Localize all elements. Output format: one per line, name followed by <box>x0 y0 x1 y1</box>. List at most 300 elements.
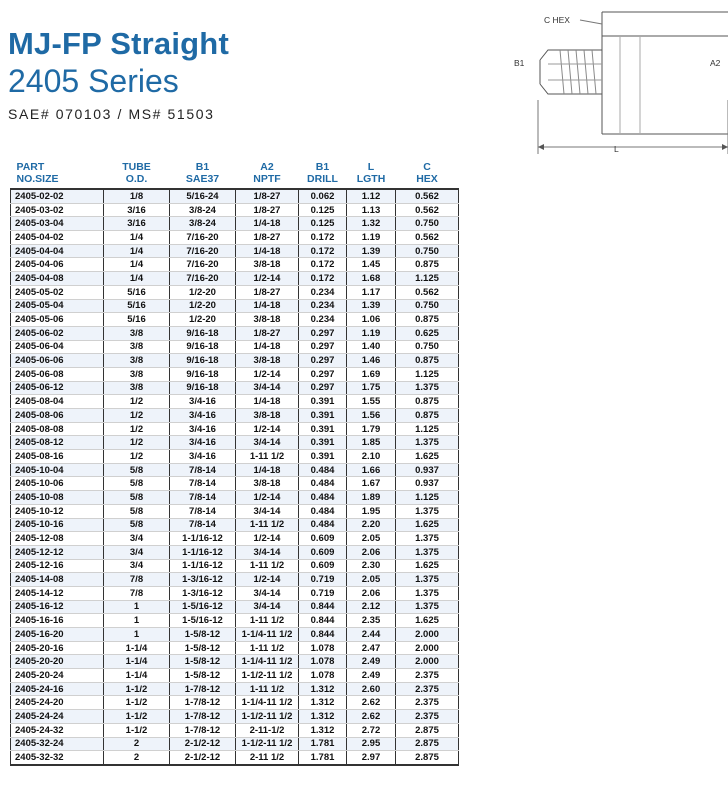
table-cell: 0.297 <box>299 326 347 340</box>
table-cell: 1-1/16-12 <box>170 532 236 546</box>
table-cell: 2405-10-16 <box>11 518 104 532</box>
table-cell: 2.375 <box>396 669 459 683</box>
table-cell: 2405-08-16 <box>11 450 104 464</box>
table-cell: 1-7/8-12 <box>170 710 236 724</box>
column-header-line: NO.SIZE <box>16 173 59 185</box>
table-cell: 2.97 <box>347 751 396 765</box>
table-cell: 2405-10-12 <box>11 504 104 518</box>
table-cell: 1-7/8-12 <box>170 723 236 737</box>
table-cell: 1/4-18 <box>236 340 299 354</box>
table-cell: 1-1/4 <box>104 669 170 683</box>
table-cell: 7/16-20 <box>170 231 236 245</box>
table-row <box>11 395 459 409</box>
table-cell: 0.484 <box>299 518 347 532</box>
table-cell: 0.625 <box>396 326 459 340</box>
table-cell: 1/2 <box>104 450 170 464</box>
table-cell: 0.875 <box>396 395 459 409</box>
table-cell: 1/2 <box>104 422 170 436</box>
table-cell: 1 <box>104 628 170 642</box>
table-cell: 7/8 <box>104 573 170 587</box>
table-cell: 2.06 <box>347 545 396 559</box>
column-header <box>347 161 396 189</box>
table-cell: 0.719 <box>299 573 347 587</box>
table-cell: 2405-24-32 <box>11 723 104 737</box>
table-cell: 1.375 <box>396 545 459 559</box>
table-cell: 7/8-14 <box>170 491 236 505</box>
table-cell: 2405-03-04 <box>11 217 104 231</box>
table-cell: 2405-16-12 <box>11 600 104 614</box>
table-cell: 2405-24-16 <box>11 682 104 696</box>
table-cell: 2.10 <box>347 450 396 464</box>
spec-table-header <box>11 161 459 189</box>
table-cell: 1 <box>104 614 170 628</box>
table-row <box>11 231 459 245</box>
table-cell: 5/16 <box>104 299 170 313</box>
table-cell: 2405-20-20 <box>11 655 104 669</box>
table-cell: 1.17 <box>347 285 396 299</box>
table-cell: 1/8-27 <box>236 326 299 340</box>
table-cell: 3/4-14 <box>236 381 299 395</box>
table-cell: 2405-10-06 <box>11 477 104 491</box>
table-cell: 9/16-18 <box>170 326 236 340</box>
table-cell: 0.391 <box>299 436 347 450</box>
table-cell: 2 <box>104 737 170 751</box>
table-cell: 1.781 <box>299 737 347 751</box>
table-cell: 0.484 <box>299 477 347 491</box>
table-cell: 1/2 <box>104 395 170 409</box>
table-cell: 0.562 <box>396 231 459 245</box>
table-cell: 5/16 <box>104 313 170 327</box>
table-row <box>11 436 459 450</box>
table-cell: 2405-03-02 <box>11 203 104 217</box>
table-row <box>11 504 459 518</box>
table-cell: 1-1/2-11 1/2 <box>236 737 299 751</box>
table-cell: 1/2-14 <box>236 272 299 286</box>
table-row <box>11 285 459 299</box>
table-cell: 5/16 <box>104 285 170 299</box>
table-cell: 0.297 <box>299 381 347 395</box>
table-cell: 1.66 <box>347 463 396 477</box>
table-cell: 0.875 <box>396 354 459 368</box>
table-row <box>11 532 459 546</box>
table-row <box>11 258 459 272</box>
table-row <box>11 203 459 217</box>
table-cell: 1-1/2 <box>104 682 170 696</box>
column-header-line: A2 <box>260 161 274 173</box>
table-cell: 1-1/4 <box>104 641 170 655</box>
table-cell: 1.19 <box>347 231 396 245</box>
table-cell: 1-1/2-11 1/2 <box>236 710 299 724</box>
table-cell: 1-1/2 <box>104 710 170 724</box>
table-cell: 0.172 <box>299 272 347 286</box>
table-cell: 9/16-18 <box>170 367 236 381</box>
table-cell: 3/8 <box>104 340 170 354</box>
table-cell: 3/4-14 <box>236 586 299 600</box>
table-cell: 2405-14-08 <box>11 573 104 587</box>
b1-label: B1 <box>514 58 525 68</box>
table-cell: 1-1/2 <box>104 723 170 737</box>
column-header-line: LGTH <box>356 173 386 185</box>
table-cell: 1.69 <box>347 367 396 381</box>
table-cell: 2.000 <box>396 628 459 642</box>
table-cell: 1.46 <box>347 354 396 368</box>
table-cell: 1.625 <box>396 559 459 573</box>
column-header-line: TUBE <box>122 161 151 173</box>
column-header-line: O.D. <box>125 173 148 185</box>
column-header <box>396 161 459 189</box>
table-cell: 1-5/8-12 <box>170 628 236 642</box>
table-row <box>11 696 459 710</box>
table-cell: 1.375 <box>396 436 459 450</box>
table-row <box>11 313 459 327</box>
table-cell: 2.95 <box>347 737 396 751</box>
table-cell: 2405-24-24 <box>11 710 104 724</box>
table-cell: 0.391 <box>299 409 347 423</box>
table-cell: 3/4-14 <box>236 436 299 450</box>
table-cell: 1.56 <box>347 409 396 423</box>
table-row <box>11 600 459 614</box>
table-cell: 2405-24-20 <box>11 696 104 710</box>
table-cell: 0.391 <box>299 450 347 464</box>
table-cell: 1.125 <box>396 491 459 505</box>
table-row <box>11 422 459 436</box>
table-row <box>11 189 459 203</box>
table-row <box>11 751 459 765</box>
table-cell: 2405-04-06 <box>11 258 104 272</box>
table-row <box>11 354 459 368</box>
table-cell: 2405-10-08 <box>11 491 104 505</box>
table-cell: 3/8-18 <box>236 477 299 491</box>
table-cell: 2405-06-06 <box>11 354 104 368</box>
column-header-line: L <box>367 161 375 173</box>
table-cell: 0.297 <box>299 354 347 368</box>
table-cell: 0.234 <box>299 285 347 299</box>
table-cell: 0.125 <box>299 217 347 231</box>
table-cell: 1.40 <box>347 340 396 354</box>
table-cell: 5/8 <box>104 491 170 505</box>
table-cell: 2.875 <box>396 737 459 751</box>
table-cell: 1-7/8-12 <box>170 696 236 710</box>
table-row <box>11 326 459 340</box>
table-cell: 3/4-16 <box>170 436 236 450</box>
table-cell: 1-1/2-11 1/2 <box>236 669 299 683</box>
table-cell: 2.05 <box>347 532 396 546</box>
table-cell: 7/8-14 <box>170 477 236 491</box>
table-cell: 0.609 <box>299 532 347 546</box>
table-cell: 1/4 <box>104 231 170 245</box>
table-row <box>11 559 459 573</box>
column-header <box>11 161 104 189</box>
table-cell: 3/8-18 <box>236 313 299 327</box>
table-cell: 3/4-16 <box>170 395 236 409</box>
table-cell: 7/16-20 <box>170 258 236 272</box>
table-cell: 1/8-27 <box>236 189 299 203</box>
table-row <box>11 340 459 354</box>
table-cell: 1-1/16-12 <box>170 559 236 573</box>
table-cell: 2405-06-04 <box>11 340 104 354</box>
table-cell: 1/2-20 <box>170 313 236 327</box>
table-row <box>11 299 459 313</box>
table-cell: 0.172 <box>299 244 347 258</box>
table-cell: 2-1/2-12 <box>170 737 236 751</box>
column-header-line: B1 <box>195 161 210 173</box>
table-cell: 1.85 <box>347 436 396 450</box>
table-cell: 7/8-14 <box>170 518 236 532</box>
table-cell: 2.20 <box>347 518 396 532</box>
table-cell: 0.484 <box>299 463 347 477</box>
table-row <box>11 272 459 286</box>
table-cell: 2.49 <box>347 655 396 669</box>
table-cell: 7/16-20 <box>170 272 236 286</box>
table-cell: 2405-06-08 <box>11 367 104 381</box>
table-row <box>11 669 459 683</box>
table-row <box>11 710 459 724</box>
table-cell: 3/8-18 <box>236 258 299 272</box>
table-cell: 1/2-14 <box>236 532 299 546</box>
table-cell: 1.45 <box>347 258 396 272</box>
table-cell: 1.781 <box>299 751 347 765</box>
table-cell: 2405-08-12 <box>11 436 104 450</box>
table-cell: 2405-05-02 <box>11 285 104 299</box>
table-cell: 1/4-18 <box>236 395 299 409</box>
table-cell: 1.06 <box>347 313 396 327</box>
table-cell: 1.125 <box>396 367 459 381</box>
table-cell: 2405-16-16 <box>11 614 104 628</box>
table-cell: 2405-08-04 <box>11 395 104 409</box>
table-row <box>11 737 459 751</box>
table-cell: 2.875 <box>396 751 459 765</box>
column-header <box>299 161 347 189</box>
table-cell: 1-7/8-12 <box>170 682 236 696</box>
table-cell: 1.625 <box>396 518 459 532</box>
table-cell: 2405-16-20 <box>11 628 104 642</box>
table-cell: 0.609 <box>299 559 347 573</box>
column-header <box>170 161 236 189</box>
table-cell: 2.72 <box>347 723 396 737</box>
table-cell: 1-1/16-12 <box>170 545 236 559</box>
table-cell: 2405-20-16 <box>11 641 104 655</box>
table-cell: 1/4-18 <box>236 217 299 231</box>
table-cell: 1/8-27 <box>236 203 299 217</box>
table-cell: 1-1/4-11 1/2 <box>236 696 299 710</box>
table-cell: 0.562 <box>396 189 459 203</box>
table-cell: 2.375 <box>396 682 459 696</box>
table-cell: 2405-08-06 <box>11 409 104 423</box>
table-cell: 7/8 <box>104 586 170 600</box>
table-cell: 1/4 <box>104 258 170 272</box>
table-cell: 0.719 <box>299 586 347 600</box>
table-cell: 1-11 1/2 <box>236 614 299 628</box>
table-cell: 2.06 <box>347 586 396 600</box>
table-cell: 5/8 <box>104 463 170 477</box>
table-cell: 1/2-14 <box>236 573 299 587</box>
table-cell: 1-3/16-12 <box>170 586 236 600</box>
table-cell: 1/8-27 <box>236 285 299 299</box>
table-cell: 1.89 <box>347 491 396 505</box>
table-cell: 1-1/4 <box>104 655 170 669</box>
table-cell: 2.44 <box>347 628 396 642</box>
table-cell: 1.625 <box>396 614 459 628</box>
table-cell: 3/4-16 <box>170 422 236 436</box>
table-row <box>11 655 459 669</box>
table-cell: 1/2-20 <box>170 285 236 299</box>
table-cell: 0.484 <box>299 504 347 518</box>
table-cell: 1/4 <box>104 272 170 286</box>
table-cell: 5/8 <box>104 477 170 491</box>
table-cell: 5/16-24 <box>170 189 236 203</box>
column-header-line: NPTF <box>253 173 281 185</box>
sae-ms-numbers: SAE# 070103 / MS# 51503 <box>8 106 215 122</box>
table-cell: 1.375 <box>396 532 459 546</box>
table-cell: 1.39 <box>347 244 396 258</box>
table-cell: 1.312 <box>299 696 347 710</box>
table-cell: 3/8-18 <box>236 409 299 423</box>
table-cell: 1.19 <box>347 326 396 340</box>
table-cell: 1/8-27 <box>236 231 299 245</box>
table-cell: 1.625 <box>396 450 459 464</box>
series-subtitle: 2405 Series <box>8 63 179 99</box>
table-cell: 9/16-18 <box>170 340 236 354</box>
table-cell: 0.234 <box>299 313 347 327</box>
table-cell: 3/4-14 <box>236 504 299 518</box>
table-cell: 3/8-24 <box>170 217 236 231</box>
table-row <box>11 614 459 628</box>
c-hex-label: C HEX <box>544 15 570 25</box>
table-cell: 2405-04-02 <box>11 231 104 245</box>
spec-table-body <box>11 189 459 765</box>
table-cell: 5/8 <box>104 518 170 532</box>
table-cell: 2.62 <box>347 696 396 710</box>
table-cell: 3/4 <box>104 532 170 546</box>
table-cell: 1.312 <box>299 682 347 696</box>
table-cell: 1.078 <box>299 641 347 655</box>
table-row <box>11 367 459 381</box>
table-cell: 9/16-18 <box>170 354 236 368</box>
table-cell: 2405-32-24 <box>11 737 104 751</box>
table-cell: 1-1/4-11 1/2 <box>236 655 299 669</box>
column-header-line: B1 <box>315 161 330 173</box>
table-cell: 3/8 <box>104 367 170 381</box>
table-cell: 1 <box>104 600 170 614</box>
table-cell: 2405-02-02 <box>11 189 104 203</box>
table-cell: 2405-05-04 <box>11 299 104 313</box>
table-cell: 0.297 <box>299 340 347 354</box>
table-cell: 1.312 <box>299 710 347 724</box>
table-cell: 7/8-14 <box>170 504 236 518</box>
table-cell: 2.375 <box>396 696 459 710</box>
table-cell: 2405-06-12 <box>11 381 104 395</box>
table-cell: 2 <box>104 751 170 765</box>
table-cell: 1-11 1/2 <box>236 682 299 696</box>
table-cell: 2.05 <box>347 573 396 587</box>
table-cell: 1.375 <box>396 381 459 395</box>
table-row <box>11 477 459 491</box>
table-cell: 1/4-18 <box>236 299 299 313</box>
table-cell: 0.562 <box>396 285 459 299</box>
table-cell: 0.484 <box>299 491 347 505</box>
table-cell: 1-11 1/2 <box>236 450 299 464</box>
header-row <box>11 161 459 189</box>
table-cell: 3/4-14 <box>236 545 299 559</box>
l-label: L <box>614 144 619 154</box>
table-cell: 3/8 <box>104 354 170 368</box>
spec-table <box>10 161 459 766</box>
table-cell: 1/4-18 <box>236 244 299 258</box>
table-cell: 5/8 <box>104 504 170 518</box>
table-row <box>11 586 459 600</box>
table-cell: 3/4-14 <box>236 600 299 614</box>
a2-label: A2 <box>710 58 721 68</box>
table-cell: 2405-12-08 <box>11 532 104 546</box>
table-cell: 2405-12-12 <box>11 545 104 559</box>
table-cell: 3/4 <box>104 545 170 559</box>
table-cell: 1.79 <box>347 422 396 436</box>
table-cell: 1.75 <box>347 381 396 395</box>
table-cell: 2-1/2-12 <box>170 751 236 765</box>
table-cell: 1/2-14 <box>236 367 299 381</box>
table-cell: 0.750 <box>396 299 459 313</box>
table-cell: 1.125 <box>396 422 459 436</box>
table-row <box>11 573 459 587</box>
table-cell: 1/2 <box>104 436 170 450</box>
table-cell: 2.60 <box>347 682 396 696</box>
table-row <box>11 244 459 258</box>
table-cell: 3/16 <box>104 203 170 217</box>
table-cell: 0.562 <box>396 203 459 217</box>
column-header-line: DRILL <box>307 173 338 185</box>
table-cell: 3/8 <box>104 326 170 340</box>
table-cell: 1/4 <box>104 244 170 258</box>
table-cell: 1-5/16-12 <box>170 614 236 628</box>
table-cell: 2.12 <box>347 600 396 614</box>
table-cell: 3/8 <box>104 381 170 395</box>
table-cell: 1.12 <box>347 189 396 203</box>
table-row <box>11 381 459 395</box>
table-row <box>11 463 459 477</box>
table-cell: 1.13 <box>347 203 396 217</box>
table-cell: 1/2-14 <box>236 491 299 505</box>
table-cell: 1.68 <box>347 272 396 286</box>
table-row <box>11 682 459 696</box>
table-cell: 1.375 <box>396 504 459 518</box>
table-cell: 1/8 <box>104 189 170 203</box>
table-cell: 2405-14-12 <box>11 586 104 600</box>
table-cell: 0.234 <box>299 299 347 313</box>
table-cell: 1.375 <box>396 586 459 600</box>
table-cell: 2405-32-32 <box>11 751 104 765</box>
table-cell: 1.39 <box>347 299 396 313</box>
table-cell: 1/2-14 <box>236 422 299 436</box>
table-cell: 1/2-20 <box>170 299 236 313</box>
table-cell: 3/16 <box>104 217 170 231</box>
table-cell: 0.125 <box>299 203 347 217</box>
table-cell: 0.172 <box>299 258 347 272</box>
table-row <box>11 518 459 532</box>
table-cell: 1-3/16-12 <box>170 573 236 587</box>
table-cell: 2.35 <box>347 614 396 628</box>
table-cell: 1/4-18 <box>236 463 299 477</box>
table-cell: 1.375 <box>396 573 459 587</box>
table-cell: 0.172 <box>299 231 347 245</box>
table-cell: 1.67 <box>347 477 396 491</box>
table-cell: 2.875 <box>396 723 459 737</box>
table-cell: 2.000 <box>396 641 459 655</box>
table-cell: 0.844 <box>299 628 347 642</box>
table-cell: 0.937 <box>396 463 459 477</box>
table-row <box>11 723 459 737</box>
table-cell: 2405-04-04 <box>11 244 104 258</box>
table-cell: 1.078 <box>299 655 347 669</box>
